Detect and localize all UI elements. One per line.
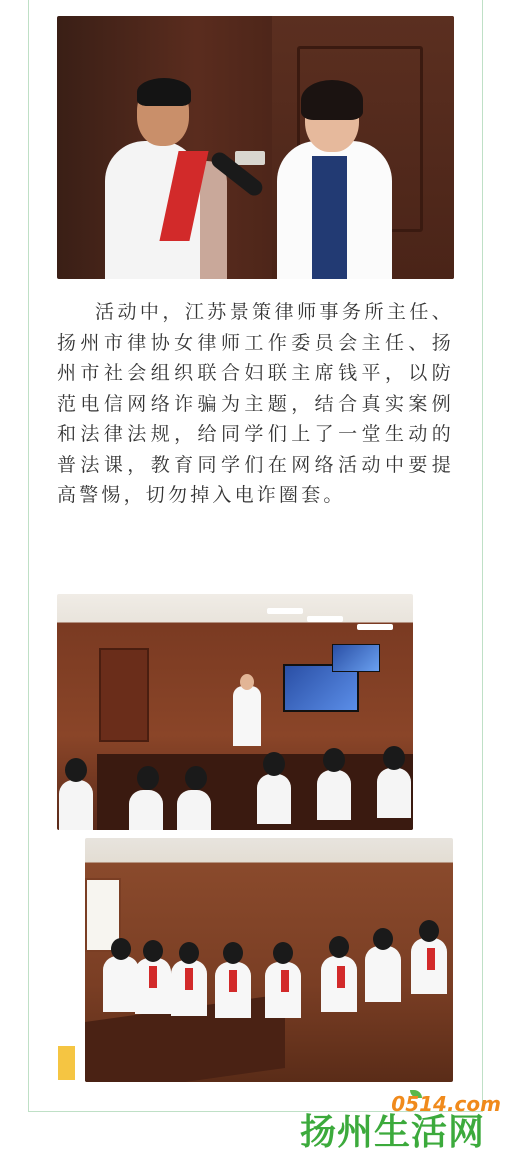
photo-courtroom [57, 594, 413, 830]
logo-domain: 0514.com [391, 1092, 501, 1116]
photo-speaker-body [233, 686, 261, 746]
photo-student-head [185, 766, 207, 790]
photo-ceiling-light [357, 624, 393, 630]
photo-student [59, 780, 93, 830]
photo-student-head [179, 942, 199, 964]
photo-red-scarf [229, 970, 237, 992]
logo-site-name: 扬州生活网 [300, 1112, 486, 1153]
photo-wall-switch [235, 151, 265, 165]
yellow-accent-bar [58, 1046, 75, 1080]
photo-student-head [65, 758, 87, 782]
photo-student-head [263, 752, 285, 776]
photo-student [317, 770, 351, 820]
photo-student-head [329, 936, 349, 958]
photo-student-head [223, 942, 243, 964]
site-logo [300, 1088, 505, 1152]
photo-student [365, 946, 401, 1002]
photo-student-head [273, 942, 293, 964]
photo-student-hair [137, 78, 191, 106]
photo-student [257, 774, 291, 824]
photo-student-head [143, 940, 163, 962]
photo-red-scarf [149, 966, 157, 988]
photo-display-screen-small [332, 644, 380, 672]
photo-student-head [383, 746, 405, 770]
photo-red-scarf [185, 968, 193, 990]
photo-student-head [373, 928, 393, 950]
photo-speaker-hair [301, 80, 363, 120]
photo-student-head [323, 748, 345, 772]
photo-student-head [111, 938, 131, 960]
photo-student [177, 790, 211, 830]
photo-speaker-head [240, 674, 254, 690]
photo-student [377, 768, 411, 818]
article-paragraph: 活动中，江苏景策律师事务所主任、扬州市律协女律师工作委员会主任、扬州市社会组织联合妇联主席钱平，以防范电信网络诈骗为主题，结合真实案例和法律法规，给同学们上了一堂生动的普法课，教育同学们在网络活动中要提高警惕，切勿掉入电诈圈套。 [57, 301, 454, 506]
photo-interview [57, 16, 454, 279]
frame-left-border [28, 0, 29, 1112]
photo-student [103, 956, 139, 1012]
photo-student-head [137, 766, 159, 790]
photo-red-scarf [337, 966, 345, 988]
photo-red-scarf [281, 970, 289, 992]
photo-door [99, 648, 149, 742]
photo-ceiling-light [307, 616, 343, 622]
frame-right-border [482, 0, 483, 1112]
photo-speaker-dress [312, 156, 347, 279]
photo-student [129, 790, 163, 830]
photo-students-seated [85, 838, 453, 1082]
photo-ceiling-light [267, 608, 303, 614]
photo-red-scarf [427, 948, 435, 970]
photo-student-head [419, 920, 439, 942]
